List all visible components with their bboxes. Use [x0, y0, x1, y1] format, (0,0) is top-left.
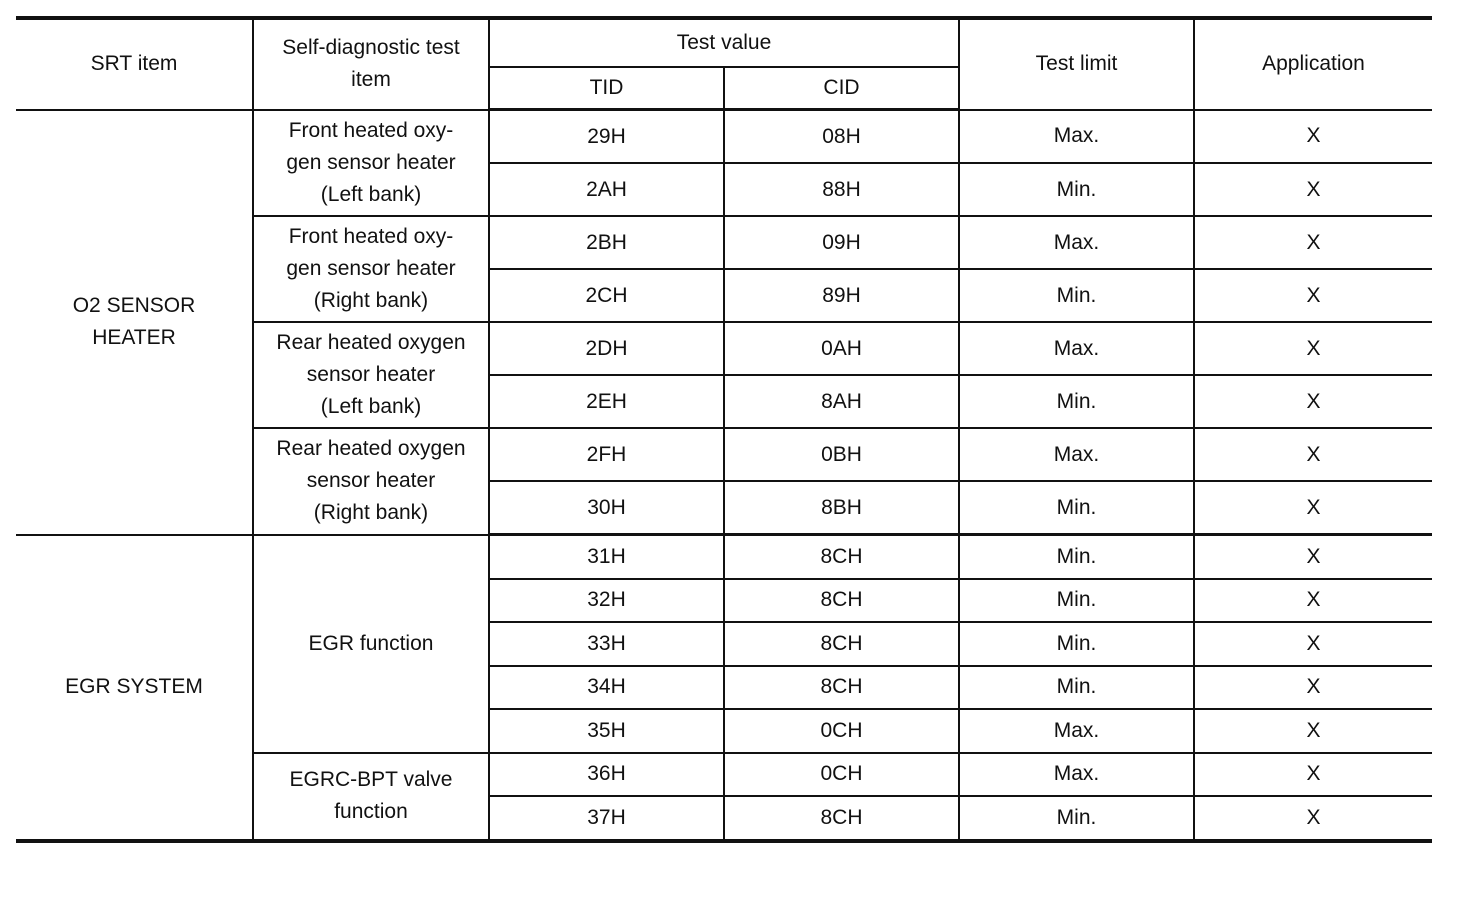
cid-cell: 8CH: [724, 579, 959, 623]
header-cid: CID: [724, 67, 959, 110]
test-limit-cell: Min.: [959, 375, 1194, 428]
application-cell: X: [1194, 375, 1432, 428]
tid-cell: 2AH: [489, 163, 724, 216]
test-limit-cell: Min.: [959, 163, 1194, 216]
cid-cell: 08H: [724, 110, 959, 164]
test-item-cell: Rear heated oxygen sensor heater (Left bank): [253, 322, 489, 428]
test-item-cell: Rear heated oxygen sensor heater (Right bank): [253, 428, 489, 535]
application-cell: X: [1194, 666, 1432, 710]
header-test-limit: Test limit: [959, 18, 1194, 110]
test-limit-cell: Min.: [959, 796, 1194, 841]
test-limit-cell: Max.: [959, 709, 1194, 753]
tid-cell: 33H: [489, 622, 724, 666]
application-cell: X: [1194, 163, 1432, 216]
cid-cell: 8CH: [724, 535, 959, 579]
test-limit-cell: Max.: [959, 322, 1194, 375]
cid-cell: 8AH: [724, 375, 959, 428]
application-cell: X: [1194, 216, 1432, 269]
test-item-cell: EGRC-BPT valve function: [253, 753, 489, 841]
srt-item-cell: O2 SENSOR HEATER: [16, 110, 253, 535]
test-limit-cell: Min.: [959, 666, 1194, 710]
application-cell: X: [1194, 753, 1432, 797]
cid-cell: 0CH: [724, 753, 959, 797]
cid-cell: 88H: [724, 163, 959, 216]
header-tid: TID: [489, 67, 724, 110]
cid-cell: 8CH: [724, 622, 959, 666]
table-row: [16, 110, 1432, 164]
tid-cell: 2EH: [489, 375, 724, 428]
application-cell: X: [1194, 110, 1432, 164]
table-header: [16, 18, 1432, 110]
cid-cell: 0CH: [724, 709, 959, 753]
application-cell: X: [1194, 796, 1432, 841]
application-cell: X: [1194, 709, 1432, 753]
test-item-cell: Front heated oxy- gen sensor heater (Left bank): [253, 110, 489, 217]
tid-cell: 31H: [489, 535, 724, 579]
header-application: Application: [1194, 18, 1432, 110]
tid-cell: 2BH: [489, 216, 724, 269]
test-limit-cell: Min.: [959, 622, 1194, 666]
application-cell: X: [1194, 481, 1432, 535]
tid-cell: 34H: [489, 666, 724, 710]
application-cell: X: [1194, 622, 1432, 666]
application-cell: X: [1194, 579, 1432, 623]
test-item-cell: Front heated oxy- gen sensor heater (Right bank): [253, 216, 489, 322]
cid-cell: 0BH: [724, 428, 959, 481]
table-body: [16, 110, 1432, 841]
tid-cell: 29H: [489, 110, 724, 164]
test-limit-cell: Min.: [959, 269, 1194, 322]
test-limit-cell: Min.: [959, 579, 1194, 623]
tid-cell: 37H: [489, 796, 724, 841]
test-limit-cell: Max.: [959, 110, 1194, 164]
test-limit-cell: Max.: [959, 428, 1194, 481]
tid-cell: 32H: [489, 579, 724, 623]
test-limit-cell: Min.: [959, 481, 1194, 535]
tid-cell: 2CH: [489, 269, 724, 322]
test-limit-cell: Max.: [959, 753, 1194, 797]
header-test-item: Self-diagnostic test item: [253, 18, 489, 110]
table-row: [16, 535, 1432, 579]
test-limit-cell: Max.: [959, 216, 1194, 269]
cid-cell: 0AH: [724, 322, 959, 375]
cid-cell: 8CH: [724, 796, 959, 841]
application-cell: X: [1194, 269, 1432, 322]
header-test-value: Test value: [489, 18, 959, 67]
application-cell: X: [1194, 535, 1432, 579]
test-limit-cell: Min.: [959, 535, 1194, 579]
srt-test-table: [16, 16, 1432, 843]
cid-cell: 8CH: [724, 666, 959, 710]
tid-cell: 36H: [489, 753, 724, 797]
tid-cell: 35H: [489, 709, 724, 753]
srt-item-cell: EGR SYSTEM: [16, 535, 253, 841]
test-item-cell: EGR function: [253, 535, 489, 753]
header-srt-item: SRT item: [16, 18, 253, 110]
cid-cell: 89H: [724, 269, 959, 322]
cid-cell: 8BH: [724, 481, 959, 535]
tid-cell: 2FH: [489, 428, 724, 481]
cid-cell: 09H: [724, 216, 959, 269]
application-cell: X: [1194, 322, 1432, 375]
tid-cell: 2DH: [489, 322, 724, 375]
application-cell: X: [1194, 428, 1432, 481]
tid-cell: 30H: [489, 481, 724, 535]
